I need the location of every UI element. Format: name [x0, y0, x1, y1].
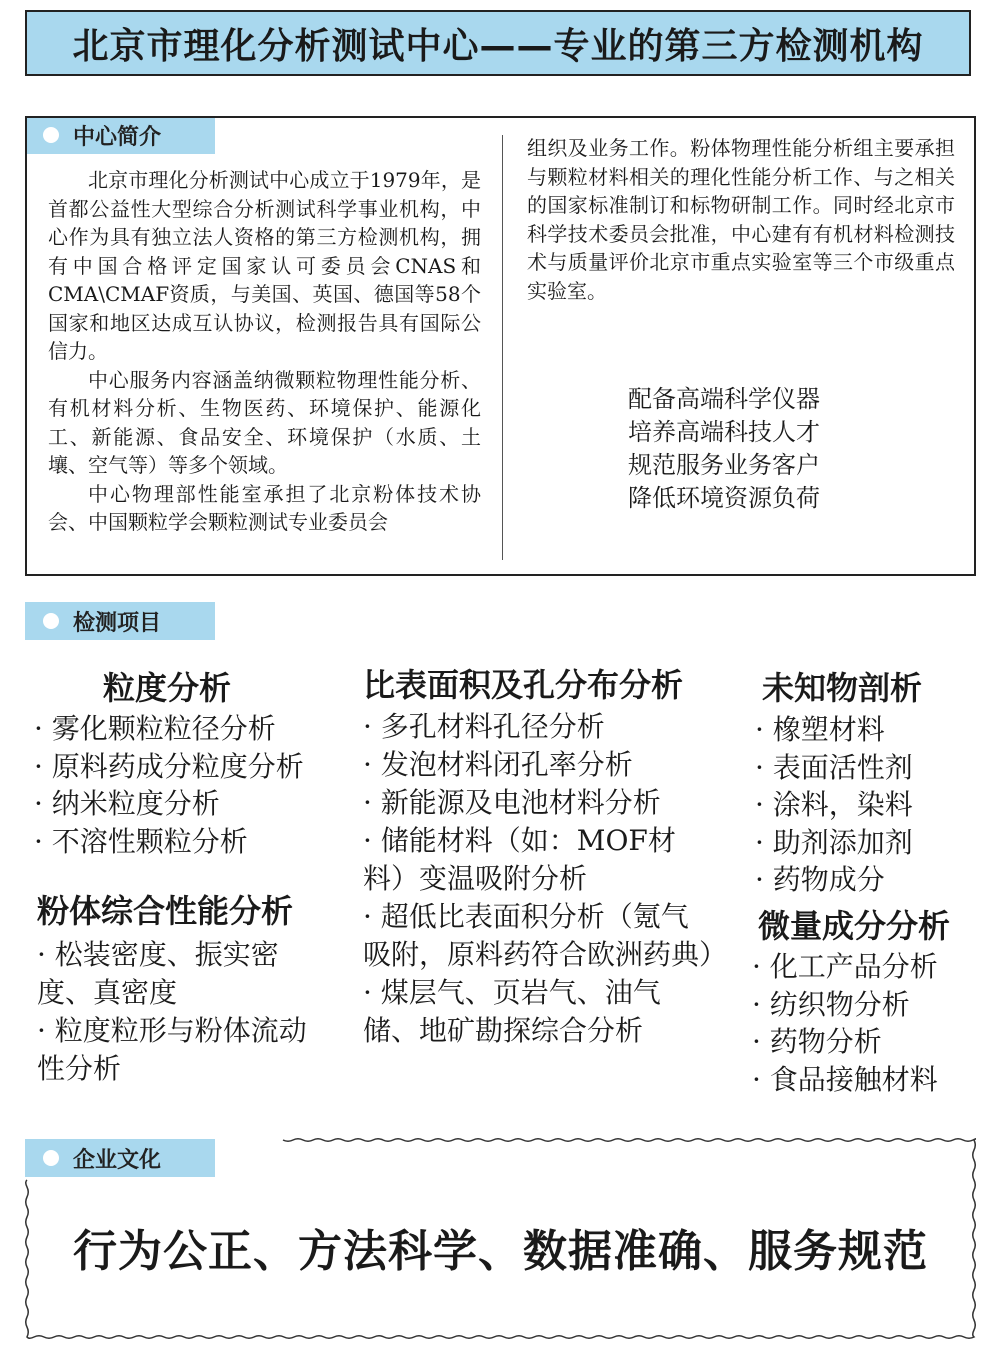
intro-paragraph: 组织及业务工作。粉体物理性能分析组主要承担与颗粒材料相关的理化性能分析工作、与之相关的国家标准制订和标物研制工作。同时经北京市科学技术委员会批准，中心建有有机材料检测技术与质量评价北京市重点实验室等三个市级重点实验室。: [527, 136, 955, 303]
slogan-list: [628, 383, 820, 515]
list-item: · 储能材料（如：MOF材料）变温吸附分析: [363, 824, 676, 895]
category-powder-items: [37, 936, 327, 1088]
list-item: · 食品接触材料: [752, 1062, 938, 1096]
intro-left-column: [48, 166, 481, 537]
category-title: 粒度分析: [103, 669, 232, 707]
intro-paragraph: 中心服务内容涵盖纳微颗粒物理性能分析、有机材料分析、生物医药、环境保护、能源化工、新能源、食品安全、环境保护（水质、土壤、空气等）等多个领域。: [48, 367, 481, 477]
slogan-item: 降低环境资源负荷: [628, 484, 820, 512]
list-item: · 助剂添加剂: [755, 825, 913, 859]
section-tab-tests: [25, 602, 215, 640]
section-title-intro: 中心简介: [73, 124, 162, 150]
slogan-item: 培养高端科技人才: [628, 418, 820, 446]
category-unknown: [762, 668, 922, 708]
bullet-dot-icon: [43, 613, 59, 629]
category-title: 未知物剖析: [762, 669, 923, 707]
list-item: · 粒度粒形与粉体流动性分析: [37, 1014, 307, 1085]
list-item: · 表面活性剂: [755, 750, 913, 784]
intro-divider: [502, 135, 503, 560]
category-powder: [37, 891, 293, 931]
list-item: · 雾化颗粒粒径分析: [34, 712, 276, 745]
list-item: · 不溶性颗粒分析: [34, 824, 248, 858]
category-particle-size-items: [34, 710, 304, 860]
category-title: 粉体综合性能分析: [37, 892, 294, 930]
list-item: · 药物分析: [752, 1025, 882, 1058]
list-item: · 多孔材料孔径分析: [363, 710, 605, 743]
intro-right-column: [527, 134, 955, 305]
category-surface-items: [363, 708, 728, 1050]
section-title-culture: 企业文化: [73, 1147, 162, 1173]
list-item: · 纺织物分析: [752, 987, 910, 1021]
intro-paragraph: 中心物理部性能室承担了北京粉体技术协会、中国颗粒学会颗粒测试专业委员会: [48, 481, 481, 534]
section-title-tests: 检测项目: [73, 610, 162, 636]
page-title: 北京市理化分析测试中心——专业的第三方检测机构: [25, 10, 971, 76]
category-trace-items: [752, 948, 938, 1098]
list-item: · 超低比表面积分析（氪气吸附，原料药符合欧洲药典）: [363, 900, 728, 971]
list-item: · 松装密度、振实密度、真密度: [37, 938, 279, 1009]
list-item: · 煤层气、页岩气、油气储、地矿勘探综合分析: [363, 976, 661, 1047]
category-title: 微量成分分析: [758, 907, 951, 945]
section-tab-culture: [25, 1139, 215, 1177]
list-item: · 纳米粒度分析: [34, 787, 220, 820]
slogan-item: 配备高端科学仪器: [628, 385, 820, 413]
list-item: · 新能源及电池材料分析: [363, 786, 661, 819]
list-item: · 原料药成分粒度分析: [34, 749, 304, 783]
bullet-dot-icon: [43, 1150, 59, 1166]
list-item: · 化工产品分析: [752, 950, 938, 983]
list-item: · 橡塑材料: [755, 713, 885, 746]
list-item: · 药物成分: [755, 863, 885, 896]
category-trace: [758, 906, 950, 946]
category-title: 比表面积及孔分布分析: [363, 666, 684, 704]
category-surface: [363, 665, 683, 705]
slogan-item: 规范服务业务客户: [628, 451, 820, 479]
category-unknown-items: [755, 711, 913, 899]
list-item: · 发泡材料闭孔率分析: [363, 748, 633, 781]
list-item: · 涂料，染料: [755, 788, 913, 821]
category-particle-size: [103, 668, 231, 708]
intro-paragraph: 北京市理化分析测试中心成立于1979年，是首都公益性大型综合分析测试科学事业机构，中心作为具有独立法人资格的第三方检测机构，拥有中国合格评定国家认可委员会CNAS和CMA\CMAF资质，与美国、英国、德国等58个国家和地区达成互认协议，检测报告具有国际公信力。: [48, 168, 481, 363]
culture-motto: 行为公正、方法科学、数据准确、服务规范: [73, 1226, 928, 1277]
